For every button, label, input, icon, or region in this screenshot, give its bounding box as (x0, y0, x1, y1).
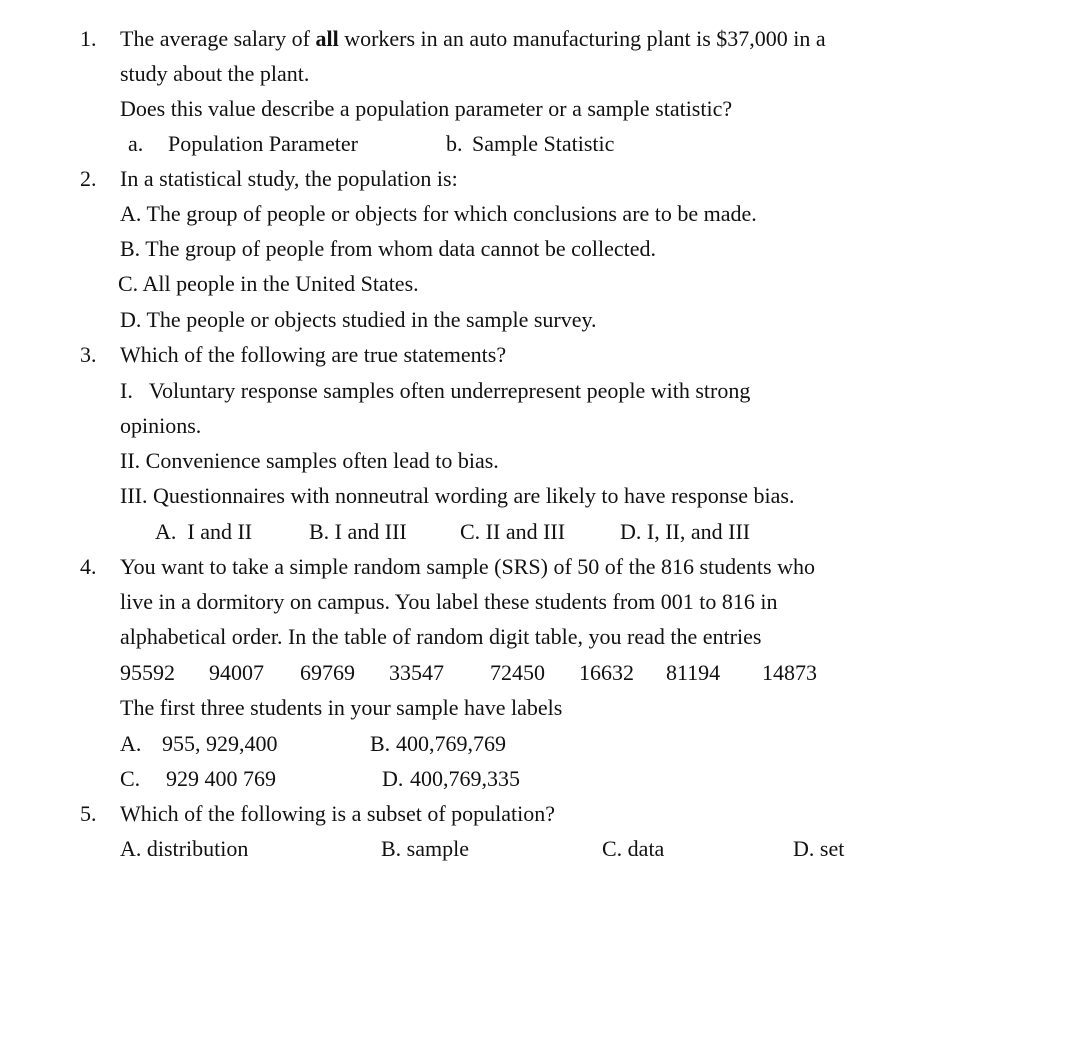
q3-option-a: A. I and II (155, 519, 253, 544)
q3-option-b: B. I and III (309, 519, 407, 544)
q2-option-a: A. The group of people or objects for which conclusions are to be made. (120, 201, 757, 226)
q4-options-row-2 (0, 764, 1080, 794)
digit-group-5: 72450 (490, 660, 545, 685)
q4-option-d-text: 400,769,335 (410, 766, 520, 791)
digit-group-1: 95592 (120, 660, 175, 685)
q1-option-a-label: a. (128, 131, 144, 156)
digit-group-4: 33547 (389, 660, 444, 685)
q1-text-pre: The average salary of (120, 26, 316, 51)
q3-statement-1-cont: opinions. (120, 413, 202, 438)
q1-option-b-label: b. (446, 131, 463, 156)
question-3-stem: Which of the following are true statements? (120, 342, 507, 367)
q4-line-3: alphabetical order. In the table of random digit table, you read the entries (120, 624, 762, 649)
question-5-options (0, 834, 1080, 864)
q4-option-a-label: A. (120, 731, 142, 756)
question-3-options (0, 517, 1080, 547)
q4-line-1: You want to take a simple random sample (SRS) of 50 of the 816 students who (120, 554, 815, 579)
q3-option-c: C. II and III (460, 519, 566, 544)
question-4-number: 4. (80, 554, 97, 579)
q4-random-digits (0, 658, 1080, 688)
q4-option-d-label: D. (382, 766, 404, 791)
q4-line-2: live in a dormitory on campus. You label these students from 001 to 816 in (120, 589, 778, 614)
q4-prompt: The first three students in your sample have labels (120, 695, 563, 720)
question-3-number: 3. (80, 342, 97, 367)
q4-option-a-text: 955, 929,400 (162, 731, 278, 756)
q3-statement-1: I. Voluntary response samples often underrepresent people with strong (120, 378, 751, 403)
q1-option-b-text: Sample Statistic (472, 131, 615, 156)
q3-statement-2: II. Convenience samples often lead to bias. (120, 448, 499, 473)
digit-group-8: 14873 (762, 660, 817, 685)
q4-option-c-text: 929 400 769 (166, 766, 276, 791)
q5-option-a: A. distribution (120, 836, 249, 861)
q3-option-d: D. I, II, and III (620, 519, 751, 544)
question-2-stem: In a statistical study, the population is: (120, 166, 458, 191)
q2-option-d: D. The people or objects studied in the sample survey. (120, 307, 597, 332)
q4-options-row-1 (0, 729, 1080, 759)
q2-option-b: B. The group of people from whom data cannot be collected. (120, 236, 656, 261)
digit-group-7: 81194 (666, 660, 721, 685)
digit-group-3: 69769 (300, 660, 355, 685)
question-1-options (0, 129, 1080, 159)
q4-option-b-text: 400,769,769 (396, 731, 506, 756)
q5-option-b: B. sample (381, 836, 469, 861)
q1-text-bold: all (315, 26, 339, 51)
question-1-line-3: Does this value describe a population parameter or a sample statistic? (120, 96, 733, 121)
question-1-number: 1. (80, 26, 97, 51)
question-1-line-2: study about the plant. (120, 61, 310, 86)
q4-option-b-label: B. (370, 731, 391, 756)
question-2-number: 2. (80, 166, 97, 191)
digit-group-6: 16632 (579, 660, 634, 685)
q5-option-d: D. set (793, 836, 845, 861)
question-5-number: 5. (80, 801, 97, 826)
q4-option-c-label: C. (120, 766, 141, 791)
q2-option-c: C. All people in the United States. (118, 271, 419, 296)
digit-group-2: 94007 (209, 660, 264, 685)
question-5-stem: Which of the following is a subset of population? (120, 801, 556, 826)
question-1-line-1 (120, 24, 826, 54)
q1-option-a-text: Population Parameter (168, 131, 359, 156)
q3-statement-3: III. Questionnaires with nonneutral wording are likely to have response bias. (120, 483, 795, 508)
q1-text-post: workers in an auto manufacturing plant is $37,000 in a (338, 26, 826, 51)
q5-option-c: C. data (602, 836, 665, 861)
